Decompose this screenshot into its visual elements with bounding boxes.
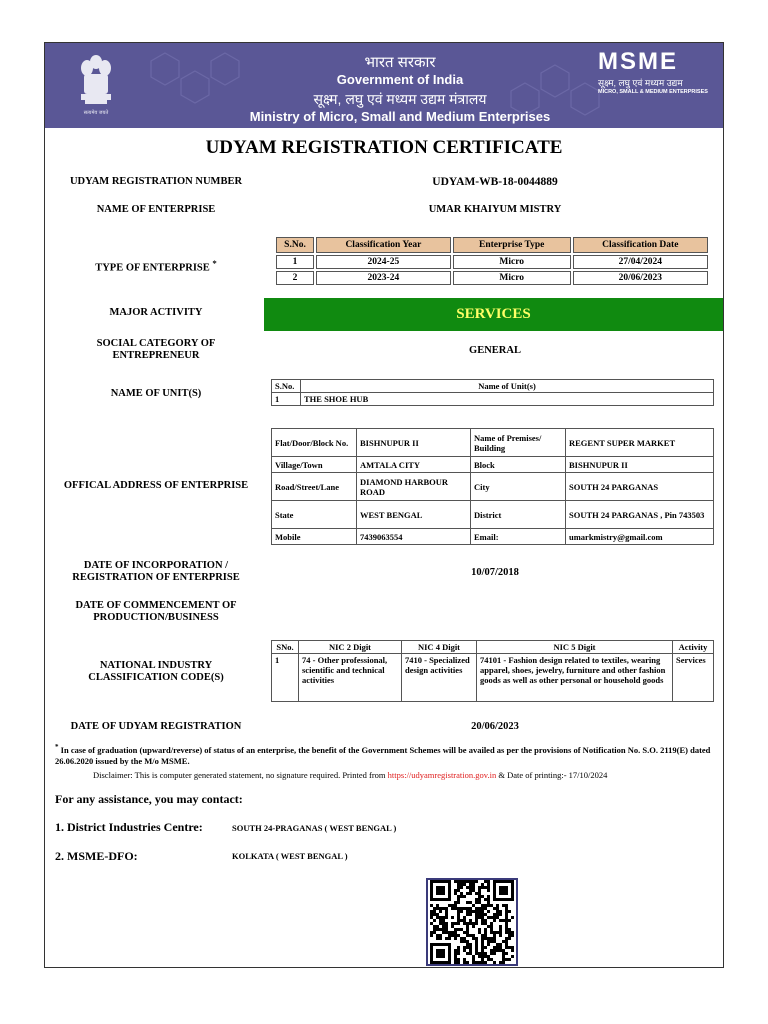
address-row bbox=[272, 501, 714, 529]
nic-4digit: 7410 - Specialized design activities bbox=[402, 654, 477, 702]
state-label: State bbox=[272, 501, 357, 529]
national-emblem-icon bbox=[76, 52, 116, 118]
classification-cell: Micro bbox=[453, 271, 571, 285]
commencement-label-line: DATE OF COMMENCEMENT OF bbox=[75, 600, 237, 611]
classification-cell: Micro bbox=[453, 255, 571, 269]
major-activity-value: SERVICES bbox=[264, 298, 723, 331]
reg-no-label: UDYAM REGISTRATION NUMBER bbox=[69, 176, 243, 187]
flat-value: BISHNUPUR II bbox=[357, 429, 471, 457]
classification-header: S.No. bbox=[276, 237, 314, 253]
disclaimer-prefix: Disclaimer: This is computer generated statement, no signature required. Printed from bbox=[93, 770, 386, 780]
enterprise-value: UMAR KHAIYUM MISTRY bbox=[428, 204, 562, 215]
nic-table bbox=[271, 640, 714, 702]
units-row bbox=[272, 393, 714, 406]
block-value: BISHNUPUR II bbox=[566, 457, 714, 473]
classification-cell: 2024-25 bbox=[316, 255, 451, 269]
classification-header: Classification Date bbox=[573, 237, 708, 253]
incorporation-label bbox=[56, 560, 256, 584]
units-cell: 1 bbox=[272, 393, 301, 406]
type-star: * bbox=[212, 258, 217, 268]
road-label: Road/Street/Lane bbox=[272, 473, 357, 501]
premises-label: Name of Premises/ Building bbox=[471, 429, 566, 457]
village-label: Village/Town bbox=[272, 457, 357, 473]
qr-code bbox=[426, 878, 518, 966]
nic-header: Activity bbox=[673, 641, 714, 654]
address-row bbox=[272, 429, 714, 457]
nic-2digit: 74 - Other professional, scientific and technical activities bbox=[299, 654, 402, 702]
nic-header: NIC 4 Digit bbox=[402, 641, 477, 654]
nic-label-line: NATIONAL INDUSTRY bbox=[99, 660, 213, 671]
govt-hindi: भारत सरकार bbox=[364, 54, 436, 71]
classification-cell: 20/06/2023 bbox=[573, 271, 708, 285]
msme-logo-text: MSME bbox=[598, 48, 678, 75]
classification-cell: 1 bbox=[276, 255, 314, 269]
units-header: S.No. bbox=[272, 380, 301, 393]
nic-sno: 1 bbox=[272, 654, 299, 702]
block-label: Block bbox=[471, 457, 566, 473]
units-header: Name of Unit(s) bbox=[301, 380, 714, 393]
incorporation-date: 10/07/2018 bbox=[471, 567, 519, 578]
nic-activity: Services bbox=[673, 654, 714, 702]
email-value: umarkmistry@gmail.com bbox=[566, 529, 714, 545]
address-label: OFFICAL ADDRESS OF ENTERPRISE bbox=[63, 480, 249, 491]
premises-value: REGENT SUPER MARKET bbox=[566, 429, 714, 457]
note-text: In case of graduation (upward/reverse) of status of an enterprise, the benefit of the Government Schemes will be availed as per the provisions of Notification No. S.O. 2119(E) dated 26.06.2020 issued by the M/o MSME. bbox=[55, 744, 711, 766]
udyam-date-label: DATE OF UDYAM REGISTRATION bbox=[70, 721, 242, 732]
mobile-label: Mobile bbox=[272, 529, 357, 545]
units-label: NAME OF UNIT(S) bbox=[110, 388, 202, 399]
nic-header: NIC 2 Digit bbox=[299, 641, 402, 654]
commencement-label-line: PRODUCTION/BUSINESS bbox=[93, 612, 219, 623]
classification-row bbox=[276, 255, 708, 269]
msme-logo bbox=[598, 50, 708, 95]
units-table bbox=[271, 379, 714, 406]
govt-english: Government of India bbox=[336, 72, 464, 87]
activity-label: MAJOR ACTIVITY bbox=[109, 307, 203, 318]
state-value: WEST BENGAL bbox=[357, 501, 471, 529]
nic-header: SNo. bbox=[272, 641, 299, 654]
note-star: * bbox=[55, 743, 59, 751]
social-label-line: SOCIAL CATEGORY OF bbox=[96, 338, 216, 349]
udyam-date-value: 20/06/2023 bbox=[471, 721, 519, 732]
city-value: SOUTH 24 PARGANAS bbox=[566, 473, 714, 501]
dic-value: SOUTH 24-PRAGANAS ( WEST BENGAL ) bbox=[232, 823, 397, 833]
social-label-line: ENTREPRENEUR bbox=[112, 350, 200, 361]
address-row bbox=[272, 473, 714, 501]
emblem-caption: सत्यमेव जयते bbox=[83, 110, 109, 116]
district-label: District bbox=[471, 501, 566, 529]
disclaimer bbox=[93, 770, 607, 780]
nic-row bbox=[272, 654, 714, 702]
social-value: GENERAL bbox=[469, 345, 521, 356]
disclaimer-suffix: & Date of printing:- 17/10/2024 bbox=[498, 770, 608, 780]
district-value: SOUTH 24 PARGANAS , Pin 743503 bbox=[566, 501, 714, 529]
msme-logo-hindi: सूक्ष्म, लघु एवं मध्यम उद्यम bbox=[598, 78, 683, 88]
email-label: Email: bbox=[471, 529, 566, 545]
ministry-hindi: सूक्ष्म, लघु एवं मध्यम उद्यम मंत्रालय bbox=[313, 91, 487, 107]
nic-header-row bbox=[272, 641, 714, 654]
ministry-english: Ministry of Micro, Small and Medium Enterprises bbox=[249, 109, 551, 124]
reg-no-value: UDYAM-WB-18-0044889 bbox=[432, 176, 558, 188]
address-row bbox=[272, 529, 714, 545]
enterprise-label: NAME OF ENTERPRISE bbox=[96, 204, 216, 215]
units-cell: THE SHOE HUB bbox=[301, 393, 714, 406]
commencement-label bbox=[56, 600, 256, 624]
classification-row bbox=[276, 271, 708, 285]
social-label bbox=[56, 338, 256, 362]
classification-header: Classification Year bbox=[316, 237, 451, 253]
certificate-title: UDYAM REGISTRATION CERTIFICATE bbox=[205, 137, 563, 158]
incorporation-label-line: DATE OF INCORPORATION / bbox=[83, 560, 229, 571]
dic-label: 1. District Industries Centre: bbox=[55, 820, 203, 834]
classification-header: Enterprise Type bbox=[453, 237, 571, 253]
city-label: City bbox=[471, 473, 566, 501]
graduation-note bbox=[55, 742, 715, 767]
classification-cell: 27/04/2024 bbox=[573, 255, 708, 269]
msme-logo-english: MICRO, SMALL & MEDIUM ENTERPRISES bbox=[598, 89, 708, 95]
nic-label-line: CLASSIFICATION CODE(S) bbox=[88, 672, 224, 683]
nic-5digit: 74101 - Fashion design related to textiles, wearing apparel, shoes, jewelry, furniture and other fashion goods as well as other personal or household goods bbox=[477, 654, 673, 702]
nic-header: NIC 5 Digit bbox=[477, 641, 673, 654]
dfo-value: KOLKATA ( WEST BENGAL ) bbox=[232, 851, 348, 861]
type-label-text: TYPE OF ENTERPRISE bbox=[95, 262, 210, 274]
classification-cell: 2 bbox=[276, 271, 314, 285]
qr-code-icon bbox=[428, 880, 516, 964]
road-value: DIAMOND HARBOUR ROAD bbox=[357, 473, 471, 501]
address-row bbox=[272, 457, 714, 473]
mobile-value: 7439063554 bbox=[357, 529, 471, 545]
classification-table bbox=[274, 235, 710, 287]
dfo-label: 2. MSME-DFO: bbox=[55, 849, 138, 863]
classification-header-row bbox=[276, 237, 708, 253]
address-table bbox=[271, 428, 714, 545]
type-label bbox=[56, 257, 256, 275]
udyam-portal-link[interactable]: https://udyamregistration.gov.in bbox=[387, 770, 497, 780]
classification-cell: 2023-24 bbox=[316, 271, 451, 285]
flat-label: Flat/Door/Block No. bbox=[272, 429, 357, 457]
nic-label bbox=[56, 660, 256, 684]
village-value: AMTALA CITY bbox=[357, 457, 471, 473]
contact-heading: For any assistance, you may contact: bbox=[55, 792, 243, 806]
incorporation-label-line: REGISTRATION OF ENTERPRISE bbox=[72, 572, 240, 583]
units-header-row bbox=[272, 380, 714, 393]
